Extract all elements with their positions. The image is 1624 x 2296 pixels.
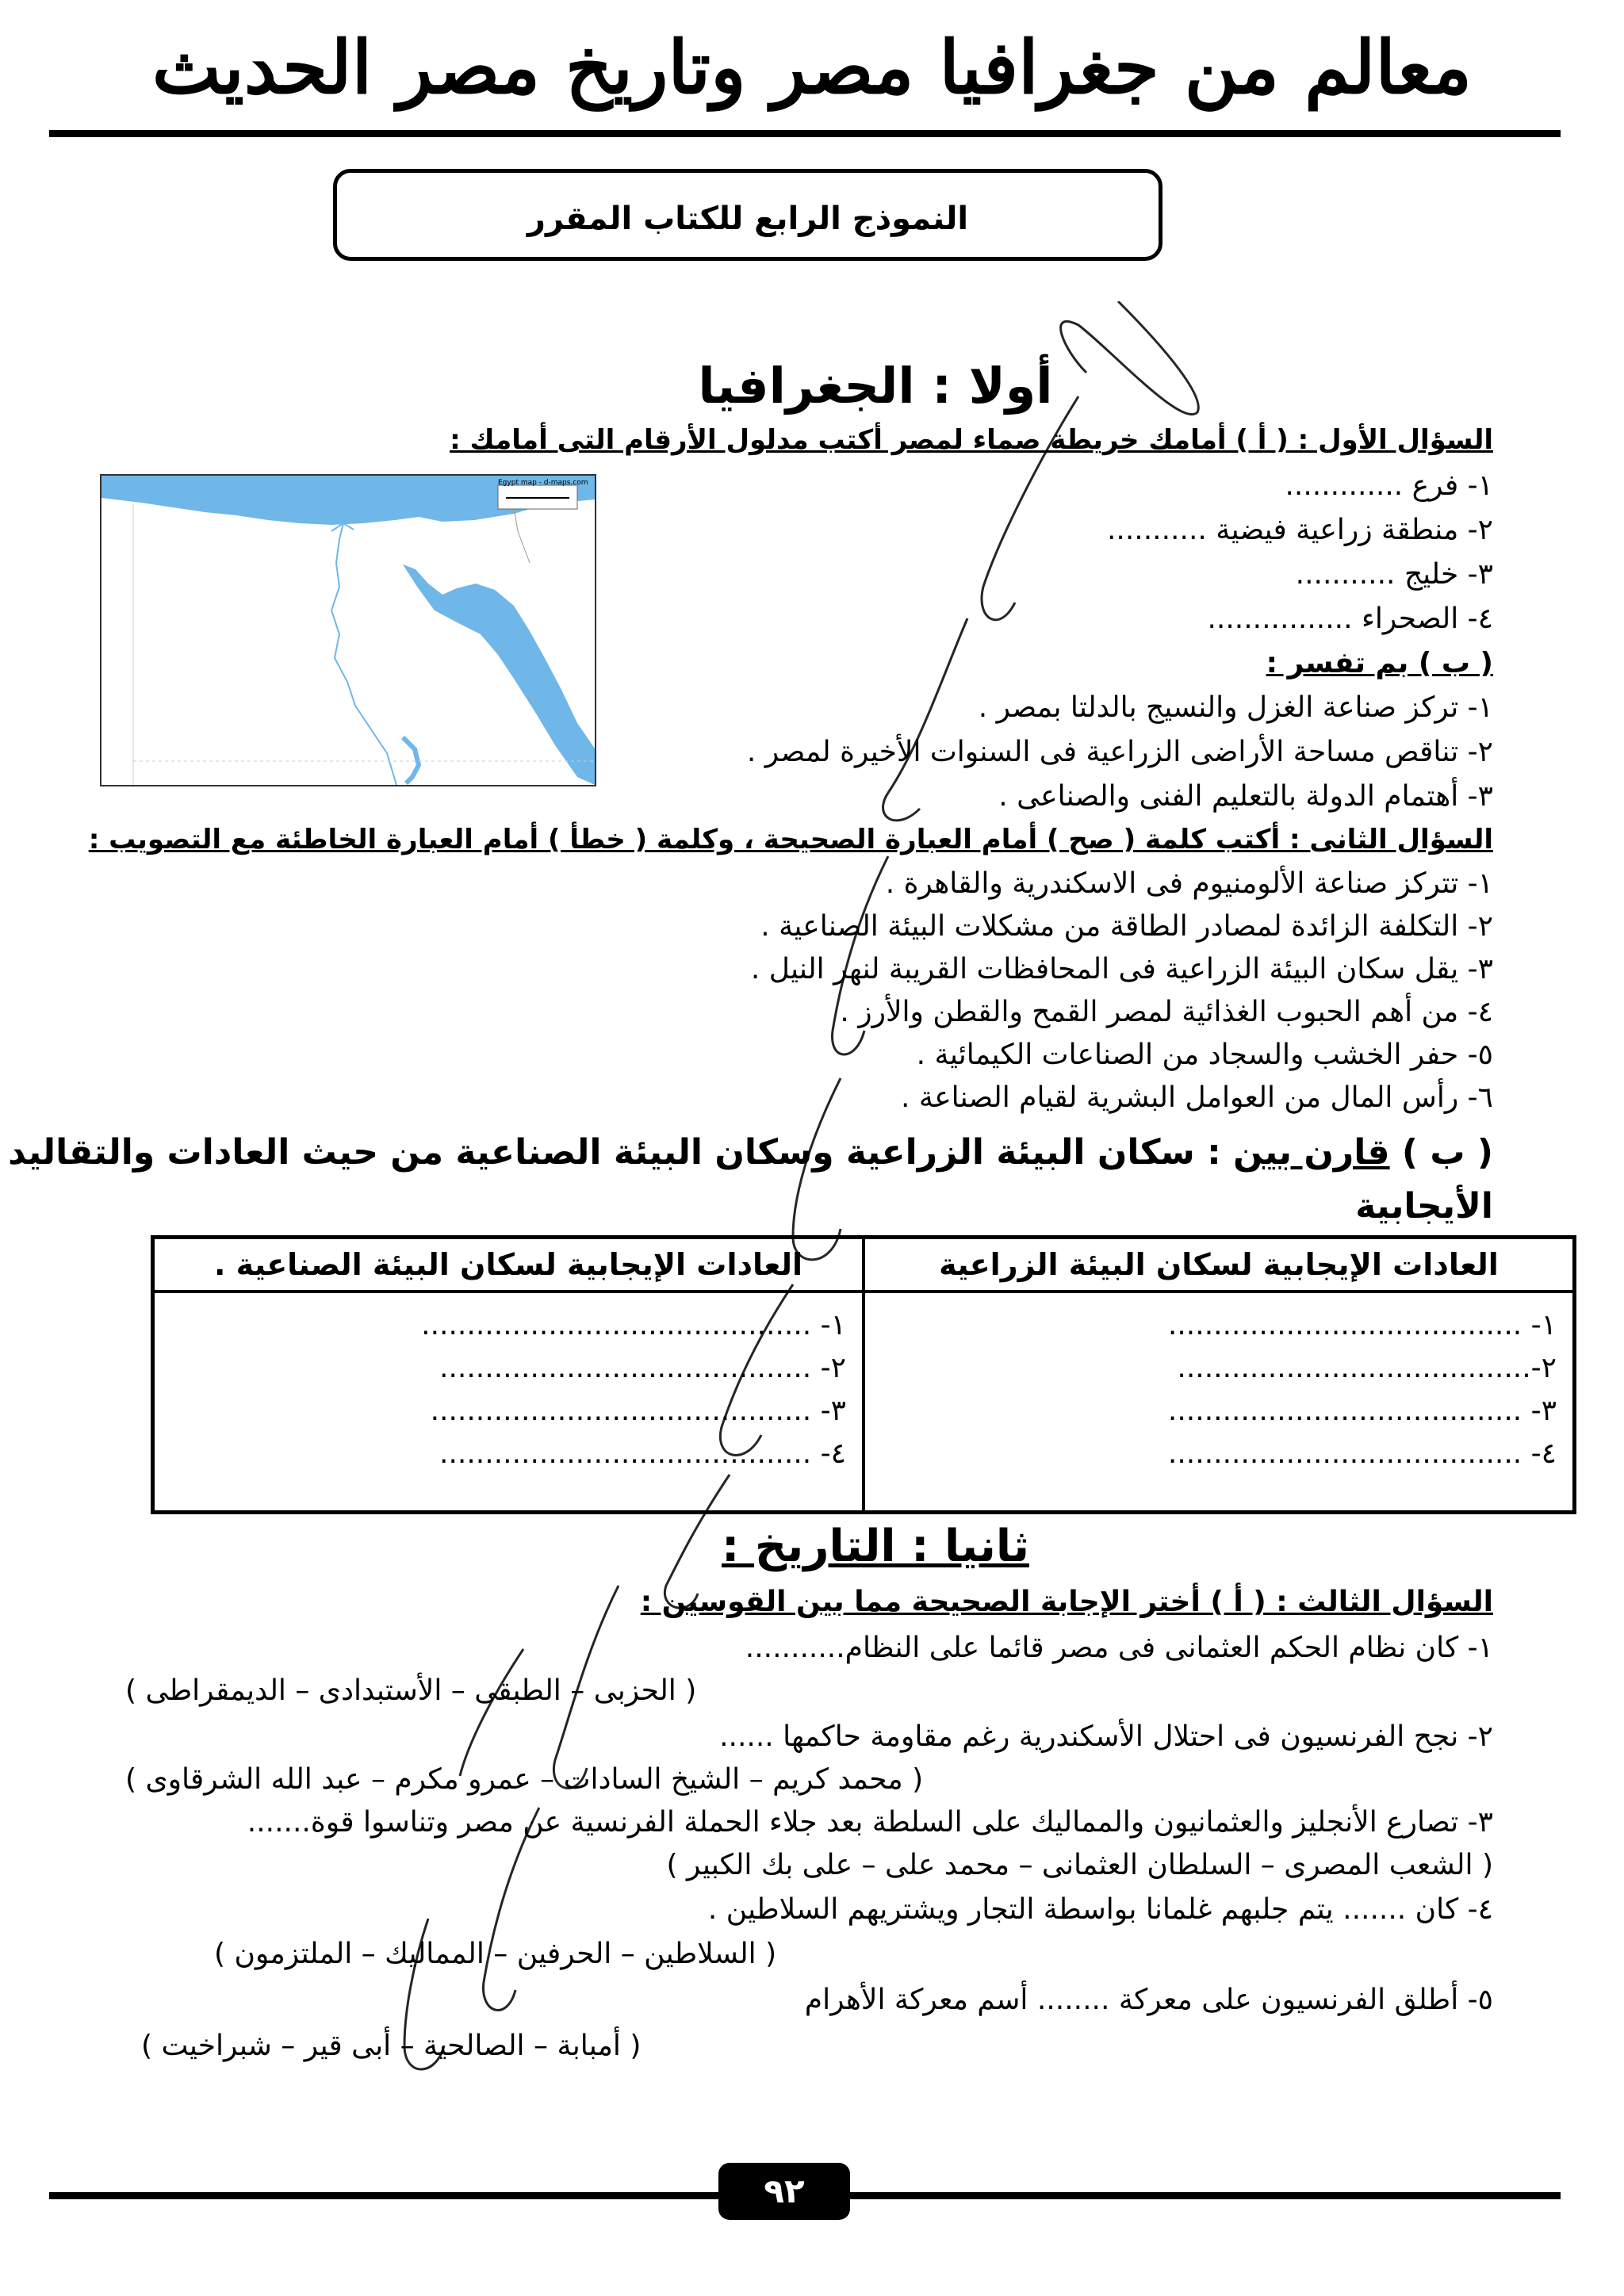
table-header-agricultural: العادات الإيجابية لسكان البيئة الزراعية — [864, 1238, 1575, 1292]
q1-item-2: ٢- منطقة زراعية فيضية ........... — [1106, 514, 1493, 546]
q1-item-3: ٣- خليج ........... — [1295, 558, 1493, 591]
q3-item-1: ١- كان نظام الحكم العثمانى فى مصر قائما على النظام........... — [745, 1632, 1493, 1664]
table-row: ٢- ......................................... — [439, 1352, 846, 1384]
q3-item-5: ٥- أطلق الفرنسيون على معركة ........ أسم معركة الأهرام — [804, 1984, 1493, 2016]
q1-heading: السؤال الأول : ( أ ) أمامك خريطة صماء لمصر أكتب مدلول الأرقام التى أمامك : — [450, 424, 1493, 456]
q3-heading: السؤال الثالث : ( أ ) أختر الإجابة الصحيحة مما بين القوسين : — [640, 1586, 1493, 1618]
q3-options-1: ( الحزبى – الطبقى – الأستبدادى – الديمقراطى ) — [125, 1674, 697, 1707]
q3-options-2: ( محمد كريم – الشيخ السادات – عمرو مكرم – عبد الله الشرقاوى ) — [125, 1763, 924, 1796]
q2b-line-1 — [8, 1127, 1493, 1178]
egypt-blank-map — [100, 474, 596, 786]
q1-item-1: ١- فرع ............. — [1285, 469, 1493, 502]
q1b-heading: ( ب ) بم تفسر : — [1266, 647, 1493, 679]
geography-heading: أولا : الجغرافيا — [698, 357, 1053, 415]
q3-item-4: ٤- كان ....... يتم جلبهم غلمانا بواسطة التجار ويشتريهم السلاطين . — [707, 1893, 1493, 1926]
subtitle-box: النموذج الرابع للكتاب المقرر — [333, 169, 1162, 261]
q3-options-5: ( أمبابة – الصالحية – أبى قير – شبراخيت ) — [141, 2030, 642, 2062]
table-row: ٢-....................................... — [1177, 1352, 1557, 1384]
q2b-line-2: الأيجابية — [1355, 1186, 1493, 1226]
q1b-item-3: ٣- أهتمام الدولة بالتعليم الفنى والصناعى . — [998, 780, 1493, 813]
table-row: ١- ....................................... — [1167, 1309, 1557, 1341]
table-row: ٣- .......................................... — [430, 1395, 846, 1427]
history-heading: ثانيا : التاريخ : — [722, 1521, 1029, 1572]
table-col-industrial — [153, 1292, 864, 1513]
q2b-prefix: ( ب ) — [1389, 1132, 1493, 1173]
q2-item-2: ٢- التكلفة الزائدة لمصادر الطاقة من مشكلات البيئة الصناعية . — [760, 910, 1493, 943]
q1-item-4: ٤- الصحراء ................ — [1207, 603, 1493, 635]
map-credit: Egypt map - d-maps.com — [498, 479, 588, 487]
table-row: ٣- ....................................... — [1167, 1395, 1557, 1427]
q3-options-4: ( السلاطين – الحرفين – المماليك – الملتزمون ) — [214, 1938, 777, 1970]
table-row: ٤- ....................................... — [1167, 1437, 1557, 1470]
top-rule — [49, 130, 1561, 137]
q2-heading: السؤال الثانى : أكتب كلمة ( صح ) أمام العبارة الصحيحة ، وكلمة ( خطأ ) أمام العبارة الخاطئة مع التصويب : — [88, 824, 1493, 855]
table-header-industrial: العادات الإيجابية لسكان البيئة الصناعية . — [153, 1238, 864, 1292]
q2-item-1: ١- تتركز صناعة الألومنيوم فى الاسكندرية والقاهرة . — [885, 867, 1493, 900]
q2b-compare-word: قارن بين — [1232, 1132, 1390, 1173]
q2-item-5: ٥- حفر الخشب والسجاد من الصناعات الكيمائية . — [916, 1039, 1493, 1071]
q2b-rest: : سكان البيئة الزراعية وسكان البيئة الصناعية من حيث العادات والتقاليد — [8, 1132, 1233, 1173]
table-row: ١- ........................................... — [421, 1309, 846, 1341]
q3-item-2: ٢- نجح الفرنسيون فى احتلال الأسكندرية رغم مقاومة حاكمها ...... — [719, 1720, 1493, 1753]
q2-item-3: ٣- يقل سكان البيئة الزراعية فى المحافظات القريبة لنهر النيل . — [750, 953, 1493, 985]
q3-item-3: ٣- تصارع الأنجليز والعثمانيون والمماليك على السلطة بعد جلاء الحملة الفرنسية عن مصر وتناسوا قوة....... — [247, 1806, 1493, 1839]
comparison-table — [151, 1235, 1576, 1514]
q2-item-6: ٦- رأس المال من العوامل البشرية لقيام الصناعة . — [901, 1081, 1493, 1114]
page-number: ٩٢ — [718, 2163, 850, 2220]
q3-options-3: ( الشعب المصرى – السلطان العثمانى – محمد على – على بك الكبير ) — [666, 1849, 1493, 1881]
q1b-item-2: ٢- تناقص مساحة الأراضى الزراعية فى السنوات الأخيرة لمصر . — [746, 736, 1493, 768]
map-graphic — [102, 476, 595, 785]
q2-item-4: ٤- من أهم الحبوب الغذائية لمصر القمح والقطن والأرز . — [840, 996, 1493, 1028]
table-col-agricultural — [864, 1292, 1575, 1513]
page-title: معالم من جغرافيا مصر وتاريخ مصر الحديث — [151, 25, 1473, 110]
table-row: ٤- ......................................... — [439, 1437, 846, 1470]
q1b-item-1: ١- تركز صناعة الغزل والنسيج بالدلتا بمصر . — [978, 691, 1493, 724]
